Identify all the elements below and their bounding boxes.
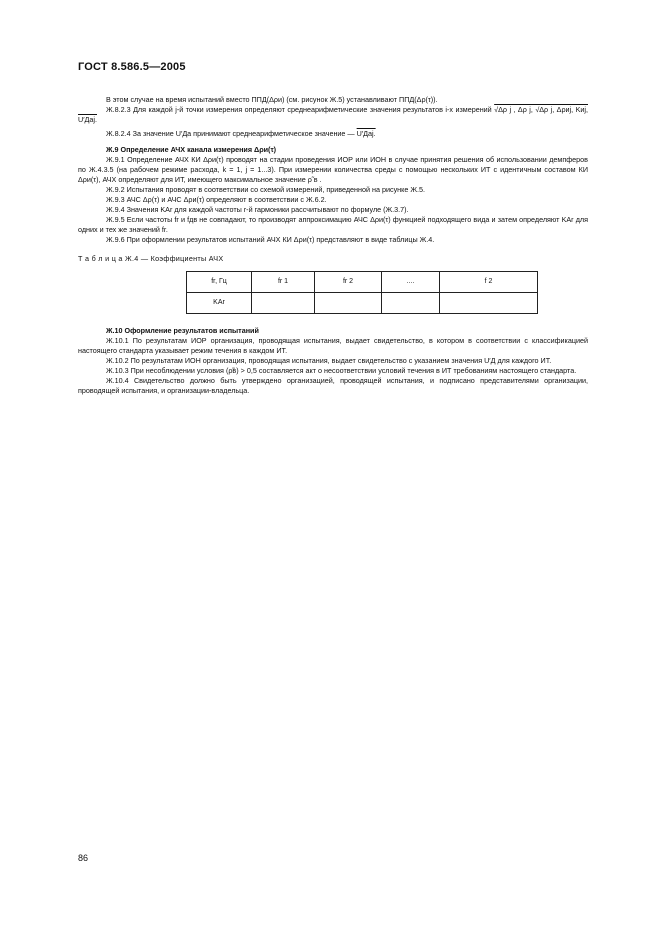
paragraph-text: Ж.8.2.3 Для каждой j-й точки измерения определяют среднеарифметические значения результатов i-х измерений	[106, 105, 492, 114]
table-row	[187, 272, 538, 293]
table-cell: fr 1	[252, 272, 315, 293]
table-row	[187, 293, 538, 314]
document-header: ГОСТ 8.586.5—2005	[78, 61, 186, 73]
paragraph: Ж.9.6 При оформлении результатов испытаний АЧХ КИ Δρи(τ) представляют в виде таблицы Ж.4.	[106, 235, 435, 244]
paragraph: Ж.10.3 При несоблюдении условия (ρ̃в) > 0,5 составляется акт о несоответствии условий течения в ИТ требованиям настоящего стандарта.	[106, 366, 577, 375]
paragraph: Ж.9.4 Значения KАr для каждой частоты r-й гармоники рассчитывают по формуле (Ж.3.7).	[106, 205, 409, 214]
table-cell	[252, 293, 315, 314]
section-heading: Ж.9 Определение АЧХ канала измерения Δρи(τ)	[106, 145, 277, 154]
table-cell: ....	[382, 272, 440, 293]
afc-coefficients-table	[186, 271, 538, 314]
table-cell	[440, 293, 538, 314]
paragraph: Ж.9.3 АЧС Δρ(τ) и АЧС Δρи(τ) определяют в соответствии с Ж.6.2.	[106, 195, 327, 204]
page-number: 86	[78, 853, 89, 863]
table-caption: Т а б л и ц а Ж.4 — Коэффициенты АЧХ	[78, 254, 224, 263]
formula: U′Даj.	[356, 129, 376, 138]
paragraph-text: Ж.8.2.4 За значение U′Да принимают среднеарифметическое значение —	[106, 129, 355, 138]
table-cell: KАr	[187, 293, 252, 314]
paragraph: Ж.10.1 По результатам ИОР организация, проводящая испытания, выдает свидетельство, в котором в соответствии с классификацией настоящего стандарта указывает режим течения в каждом ИТ.	[78, 336, 588, 355]
formula: √Δρ j , Δρ j, √Δρ j, Δρиj, Kиj, U′Даj.	[78, 105, 588, 124]
paragraph: Ж.9.1 Определение АЧХ КИ Δρи(τ) проводят на стадии проведения ИОР или ИОН в случае принятия решения об использовании демпферов по Ж.4.3.5 (на рабочем режиме расхода, k = 1, j = 1...3). При измерении количества среды с помощью нескольких ИТ с идентичным составом КИ Δρи(τ), АЧХ определяют для ИТ, имеющего максимальное значение ρ̃ в .	[78, 155, 588, 184]
section-heading: Ж.10 Оформление результатов испытаний	[106, 326, 259, 335]
paragraph: Ж.10.2 По результатам ИОН организация, проводящая испытания, выдает свидетельство с указанием значения U′Д для каждого ИТ.	[106, 356, 552, 365]
table-cell: fr 2	[315, 272, 382, 293]
paragraph: Ж.9.2 Испытания проводят в соответствии со схемой измерений, приведенной на рисунке Ж.5.	[106, 185, 425, 194]
table-cell: fr, Гц	[187, 272, 252, 293]
table-cell: f 2	[440, 272, 538, 293]
paragraph: В этом случае на время испытаний вместо ППД(Δρи) (см. рисунок Ж.5) устанавливают ППД(Δρ(τ)).	[106, 95, 438, 104]
table-cell	[382, 293, 440, 314]
paragraph: Ж.9.5 Если частоты fr и fдв не совпадают, то производят аппроксимацию АЧС Δρи(τ) функцией подходящего вида и затем определяют KАr для одних и тех же значений fr.	[78, 215, 588, 234]
paragraph	[78, 105, 588, 125]
paragraph	[78, 129, 588, 139]
document-body	[78, 95, 588, 396]
table-cell	[315, 293, 382, 314]
paragraph: Ж.10.4 Свидетельство должно быть утверждено организацией, проводящей испытания, и подписано представителями организации, проводящей испытания, и организации-владельца.	[78, 376, 588, 395]
